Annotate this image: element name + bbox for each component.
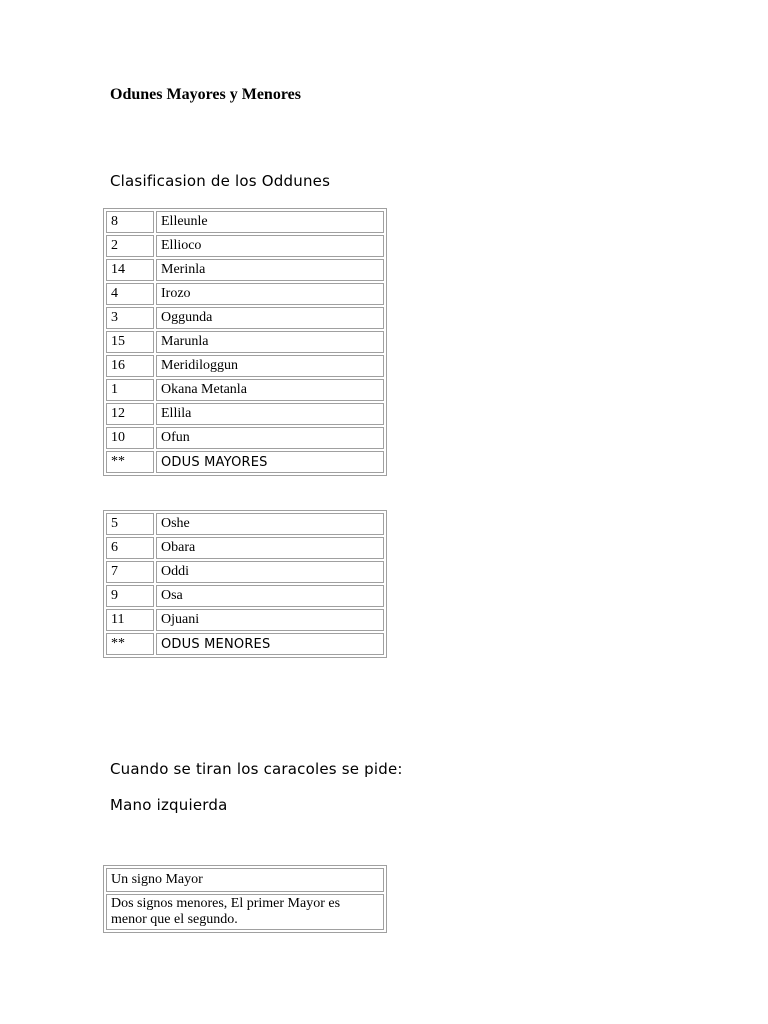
table-cell-number: ** (106, 633, 154, 655)
table-cell-name: ODUS MAYORES (156, 451, 384, 473)
table-row (106, 259, 384, 281)
table-row (106, 283, 384, 305)
table-row-footer (106, 451, 384, 473)
table-cell-number: 5 (106, 513, 154, 535)
table-cell-name: Marunla (156, 331, 384, 353)
table-cell-number: 6 (106, 537, 154, 559)
table-row (106, 235, 384, 257)
table-cell-name: Merinla (156, 259, 384, 281)
table-cell-name: Irozo (156, 283, 384, 305)
table-cell-number: 1 (106, 379, 154, 401)
table-row (106, 609, 384, 631)
table-cell-text: Un signo Mayor (106, 868, 384, 892)
table-odus-menores (103, 510, 387, 658)
table-cell-name: Oggunda (156, 307, 384, 329)
table-row (106, 513, 384, 535)
table-cell-name: Okana Metanla (156, 379, 384, 401)
table-row-footer (106, 633, 384, 655)
table-row (106, 403, 384, 425)
page-title: Odunes Mayores y Menores (110, 86, 301, 103)
table-cell-name: Osa (156, 585, 384, 607)
table-cell-number: 4 (106, 283, 154, 305)
table-cell-name: Meridiloggun (156, 355, 384, 377)
table-row (106, 585, 384, 607)
table-cell-name: Ellila (156, 403, 384, 425)
table-cell-number: 11 (106, 609, 154, 631)
table-cell-name: Ofun (156, 427, 384, 449)
table-mano-izquierda (103, 865, 387, 933)
table-cell-number: 9 (106, 585, 154, 607)
table-cell-name: Oddi (156, 561, 384, 583)
table-odus-mayores (103, 208, 387, 476)
table-row (106, 427, 384, 449)
table-cell-number: 16 (106, 355, 154, 377)
table-row (106, 379, 384, 401)
table-cell-number: 10 (106, 427, 154, 449)
table-row (106, 537, 384, 559)
table-cell-name: Elleunle (156, 211, 384, 233)
section-heading: Clasificasion de los Oddunes (110, 172, 331, 190)
table-cell-number: 2 (106, 235, 154, 257)
table-cell-number: 8 (106, 211, 154, 233)
table-row (106, 211, 384, 233)
table-row (106, 355, 384, 377)
table-row (106, 561, 384, 583)
table-cell-number: 12 (106, 403, 154, 425)
table-cell-number: 14 (106, 259, 154, 281)
table-cell-name: Oshe (156, 513, 384, 535)
table-cell-text: Dos signos menores, El primer Mayor es menor que el segundo. (106, 894, 384, 930)
table-cell-number: 15 (106, 331, 154, 353)
table-cell-name: ODUS MENORES (156, 633, 384, 655)
table-row (106, 307, 384, 329)
table-cell-name: Ojuani (156, 609, 384, 631)
table-cell-number: ** (106, 451, 154, 473)
table-cell-name: Obara (156, 537, 384, 559)
table-cell-number: 3 (106, 307, 154, 329)
table-cell-name: Ellioco (156, 235, 384, 257)
paragraph-caracoles: Cuando se tiran los caracoles se pide: (110, 760, 403, 778)
table-cell-number: 7 (106, 561, 154, 583)
table-row (106, 331, 384, 353)
paragraph-mano-izquierda: Mano izquierda (110, 796, 228, 814)
table-row (106, 894, 384, 930)
table-row (106, 868, 384, 892)
